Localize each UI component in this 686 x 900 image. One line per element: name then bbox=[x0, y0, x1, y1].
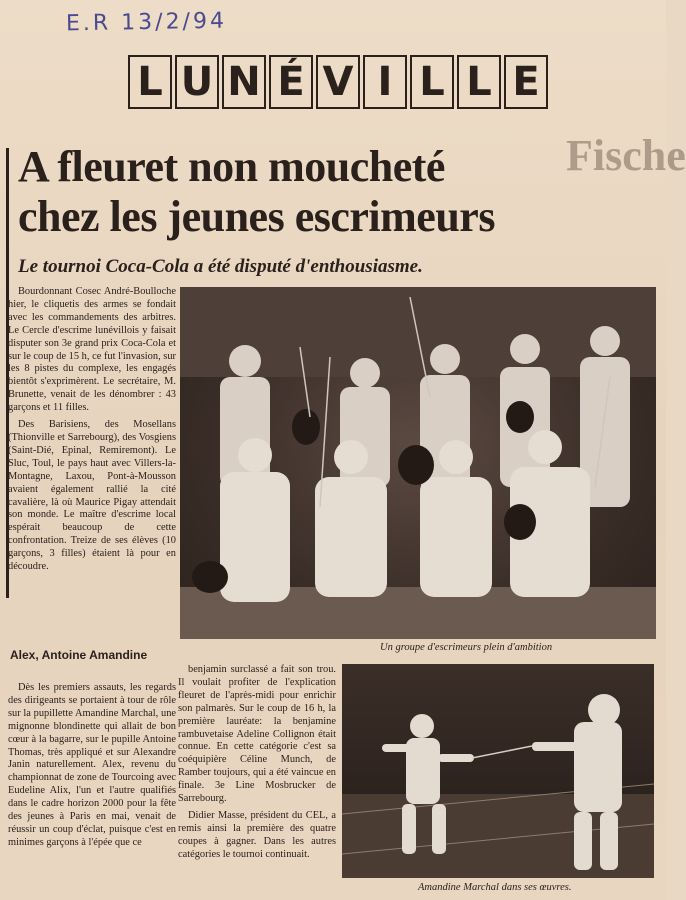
bleed-through-text: Fische bbox=[566, 131, 686, 180]
photo-caption: Un groupe d'escrimeurs plein d'ambition bbox=[380, 642, 553, 653]
masthead-letter: L bbox=[410, 55, 454, 109]
headline-line-1: A fleuret non moucheté bbox=[18, 142, 445, 191]
masthead-letter: E bbox=[504, 55, 548, 109]
paragraph: Didier Masse, président du CEL, a remis ainsi la première des quatre coupes à gagner. Dans les autres catégories le tournoi continuait. bbox=[178, 809, 336, 860]
article-subhead: Le tournoi Coca-Cola a été disputé d'enthousiasme. bbox=[18, 256, 423, 277]
paragraph: benjamin surclassé a fait son trou. Il voulait profiter de l'explication fleuret de l'après-midi pour enrichir son palmarès. Sur le coup de 16 h, la première lauréate: la benjamine rambuvetaise Adeline Collignon était connue. En cette catégorie c'est sa coéquipière Céline Munch, de Ramber toujours, qui a été vaincue en finale. 3e Line Mosbrucker de Sarrebourg. bbox=[178, 664, 336, 805]
group-fencers-photo bbox=[180, 287, 656, 639]
paragraph: Dès les premiers assauts, les regards des dirigeants se portaient à tour de rôle sur la pupillette Amandine Marchal, une mignonne blondinette qui allait de bon cœur à la bagarre, sur le pupille Antoine Thomas, très appliqué et sur Alexandre Janin naturellement. Alex, revenu du championnat de zone de Tourcoing avec Eudeline Alix, l'un et l'autre qualifiés dans le cadre horizon 2000 pour la fête des jeunes à Paris en mai, venait de réussir un coup d'éclat, puisque c'est en minimes garçons à l'épée que ce bbox=[8, 682, 176, 848]
headline-line-2: chez les jeunes escrimeurs bbox=[18, 192, 495, 241]
masthead-lunéville bbox=[128, 50, 548, 114]
masthead-letter: É bbox=[269, 55, 313, 109]
article-column-1 bbox=[8, 286, 176, 574]
group-photo-illustration bbox=[180, 287, 656, 639]
bout-photo-illustration bbox=[342, 664, 654, 878]
masthead-letter: V bbox=[316, 55, 360, 109]
article-headline bbox=[18, 142, 618, 242]
masthead-letter: N bbox=[222, 55, 266, 109]
paragraph: Bourdonnant Cosec André-Boulloche hier, le cliquetis des armes se fondait avec les commandements des arbitres. Le Cercle d'escrime lunévillois y faisait disputer son 3e grand prix Coca-Cola et sur le coup de 15 h, ce fut l'invasion, sur les 8 pistes du complexe, les engagés bientôt s'exprimèrent. Le secrétaire, M. Brunette, venait de les dénombrer : 43 garçons et 11 filles. bbox=[8, 286, 176, 414]
masthead-letter: L bbox=[128, 55, 172, 109]
section-title: Alex, Antoine Amandine bbox=[10, 648, 148, 662]
fencing-bout-photo bbox=[342, 664, 654, 878]
photo-caption: Amandine Marchal dans ses œuvres. bbox=[418, 882, 572, 893]
handwritten-date-note: E.R 13/2/94 bbox=[65, 8, 228, 37]
article-column-2 bbox=[178, 664, 336, 862]
paragraph: Des Barisiens, des Mosellans (Thionville et Sarrebourg), des Vosgiens (Saint-Dié, Epinal, Remiremont). Le Sluc, Toul, le pays haut avec Villers-la-Montagne, Laxou, Pont-à-Mousson avaient également rallié la cité cavalière, là où Maurice Pigay attendait son monde. Le maître d'escrime local espérait beaucoup de cette confrontation. Treize de ses élèves (10 garçons, 3 filles) étaient là pour en découdre. bbox=[8, 419, 176, 573]
masthead-letter: L bbox=[457, 55, 501, 109]
masthead-letter: I bbox=[363, 55, 407, 109]
masthead-letter: U bbox=[175, 55, 219, 109]
